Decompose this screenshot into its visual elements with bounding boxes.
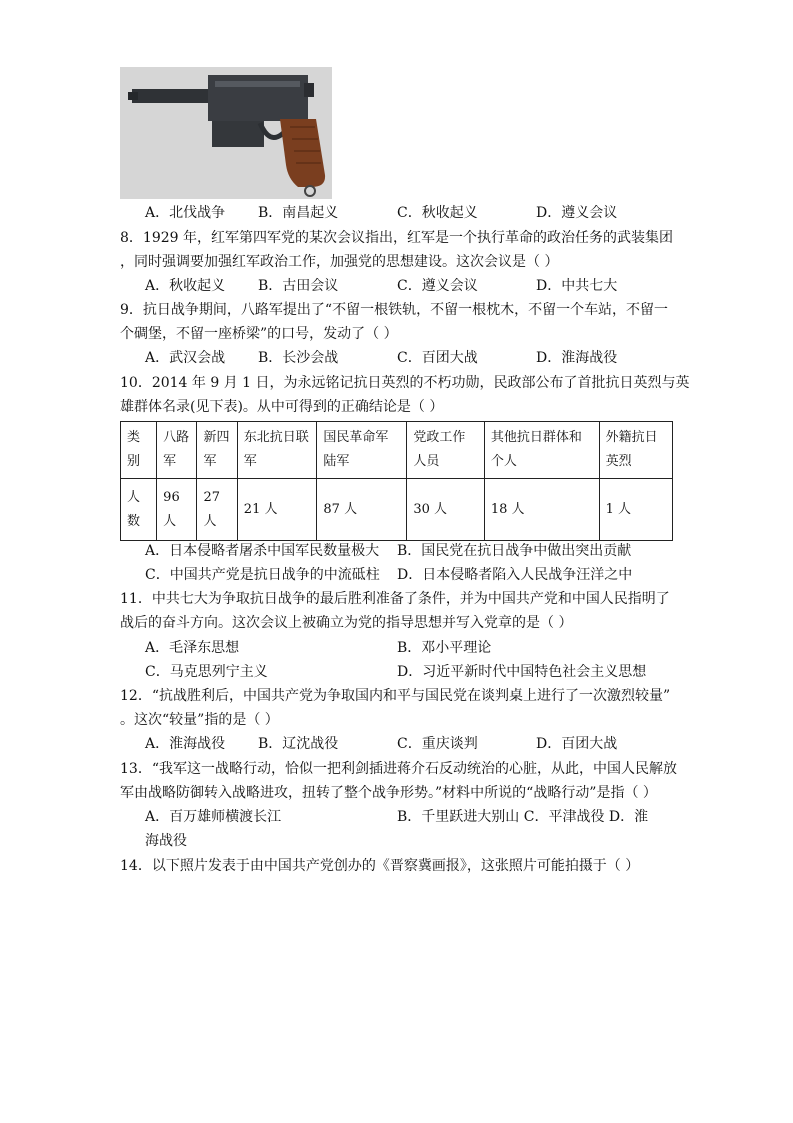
q8-option-a: A．秋收起义 [145,278,226,294]
q12-option-a: A．淮海战役 [145,736,226,752]
table-cell: 其他抗日群体和个人 [484,422,599,479]
mauser-pistol-image [120,67,332,199]
q11-option-d: D．习近平新时代中国特色社会主义思想 [397,664,647,680]
q14-stem: 14．以下照片发表于由中国共产党创办的《晋察冀画报》，这张照片可能拍摄于（ ） [120,858,640,874]
q10-option-c: C．中国共产党是抗日战争的中流砥柱 [145,567,380,583]
q7-option-c: C．秋收起义 [397,205,478,221]
table-cell: 东北抗日联军 [237,422,317,479]
q13-stem-line1: 13．“我军这一战略行动，恰似一把利剑插进蒋介石反动统治的心脏，从此，中国人民解放 [120,761,677,777]
table-cell: 18 人 [484,479,599,541]
q7-option-b: B．南昌起义 [258,205,339,221]
q9-stem-line2: 个碉堡，不留一座桥梁”的口号，发动了（ ） [120,326,398,342]
table-cell: 党政工作人员 [407,422,485,479]
table-cell: 96人 [157,479,197,541]
q12-option-c: C．重庆谈判 [397,736,478,752]
q13-option-a: A．百万雄师横渡长江 [145,809,282,825]
q11-option-a: A．毛泽东思想 [145,640,240,656]
table-cell: 21 人 [237,479,317,541]
table-cell: 外籍抗日英烈 [599,422,672,479]
q11-stem-line2: 战后的奋斗方向。这次会议上被确立为党的指导思想并写入党章的是（ ） [120,615,573,631]
table-cell: 八路军 [157,422,197,479]
table-row-values [121,479,673,541]
q11-option-b: B．邓小平理论 [397,640,492,656]
q12-option-b: B．辽沈战役 [258,736,339,752]
q10-option-a: A．日本侵略者屠杀中国军民数量极大 [145,543,380,559]
q9-option-a: A．武汉会战 [145,350,226,366]
q10-option-d: D．日本侵略者陷入人民战争汪洋之中 [397,567,633,583]
q7-option-a: A．北伐战争 [145,205,226,221]
q13-option-d-continued: 海战役 [145,833,187,849]
q11-stem-line1: 11．中共七大为争取抗日战争的最后胜利准备了条件，并为中国共产党和中国人民指明了 [120,591,670,607]
table-cell: 人数 [121,479,157,541]
q10-stem-line1: 10．2014 年 9 月 1 日，为永远铭记抗日英烈的不朽功勋，民政部公布了首批抗日英烈与英 [120,375,690,391]
q9-stem-line1: 9．抗日战争期间，八路军提出了“不留一根铁轨，不留一根枕木，不留一个车站，不留一 [120,302,669,318]
q12-stem-line2: 。这次“较量”指的是（ ） [120,712,279,728]
q9-option-b: B．长沙会战 [258,350,339,366]
table-cell: 27人 [197,479,237,541]
q12-option-d: D．百团大战 [536,736,618,752]
q13-stem-line2: 军由战略防御转入战略进攻，扭转了整个战争形势。”材料中所说的“战略行动”是指（ ） [120,785,657,801]
table-cell: 30 人 [407,479,485,541]
table-row-header [121,422,673,479]
table-cell: 1 人 [599,479,672,541]
q9-option-c: C．百团大战 [397,350,478,366]
q8-option-d: D．中共七大 [536,278,618,294]
q8-stem-line2: ，同时强调要加强红军政治工作，加强党的思想建设。这次会议是（ ） [120,254,559,270]
q13-options-bcd: B．千里跃进大别山 C．平津战役 D．淮 [397,809,649,825]
q8-option-b: B．古田会议 [258,278,339,294]
martyrs-table [120,421,673,541]
q10-stem-line2: 雄群体名录(见下表)。从中可得到的正确结论是（ ） [120,399,444,415]
q8-stem-line1: 8．1929 年，红军第四军党的某次会议指出，红军是一个执行革命的政治任务的武装集团 [120,230,673,246]
pistol-photo [120,67,332,199]
q8-option-c: C．遵义会议 [397,278,478,294]
q9-option-d: D．淮海战役 [536,350,618,366]
table-cell: 新四军 [197,422,237,479]
table-cell: 国民革命军陆军 [317,422,407,479]
table-cell: 87 人 [317,479,407,541]
q10-option-b: B．国民党在抗日战争中做出突出贡献 [397,543,632,559]
table-cell: 类别 [121,422,157,479]
q11-option-c: C．马克思列宁主义 [145,664,268,680]
q7-option-d: D．遵义会议 [536,205,618,221]
q12-stem-line1: 12．“抗战胜利后，中国共产党为争取国内和平与国民党在谈判桌上进行了一次激烈较量” [120,688,671,704]
